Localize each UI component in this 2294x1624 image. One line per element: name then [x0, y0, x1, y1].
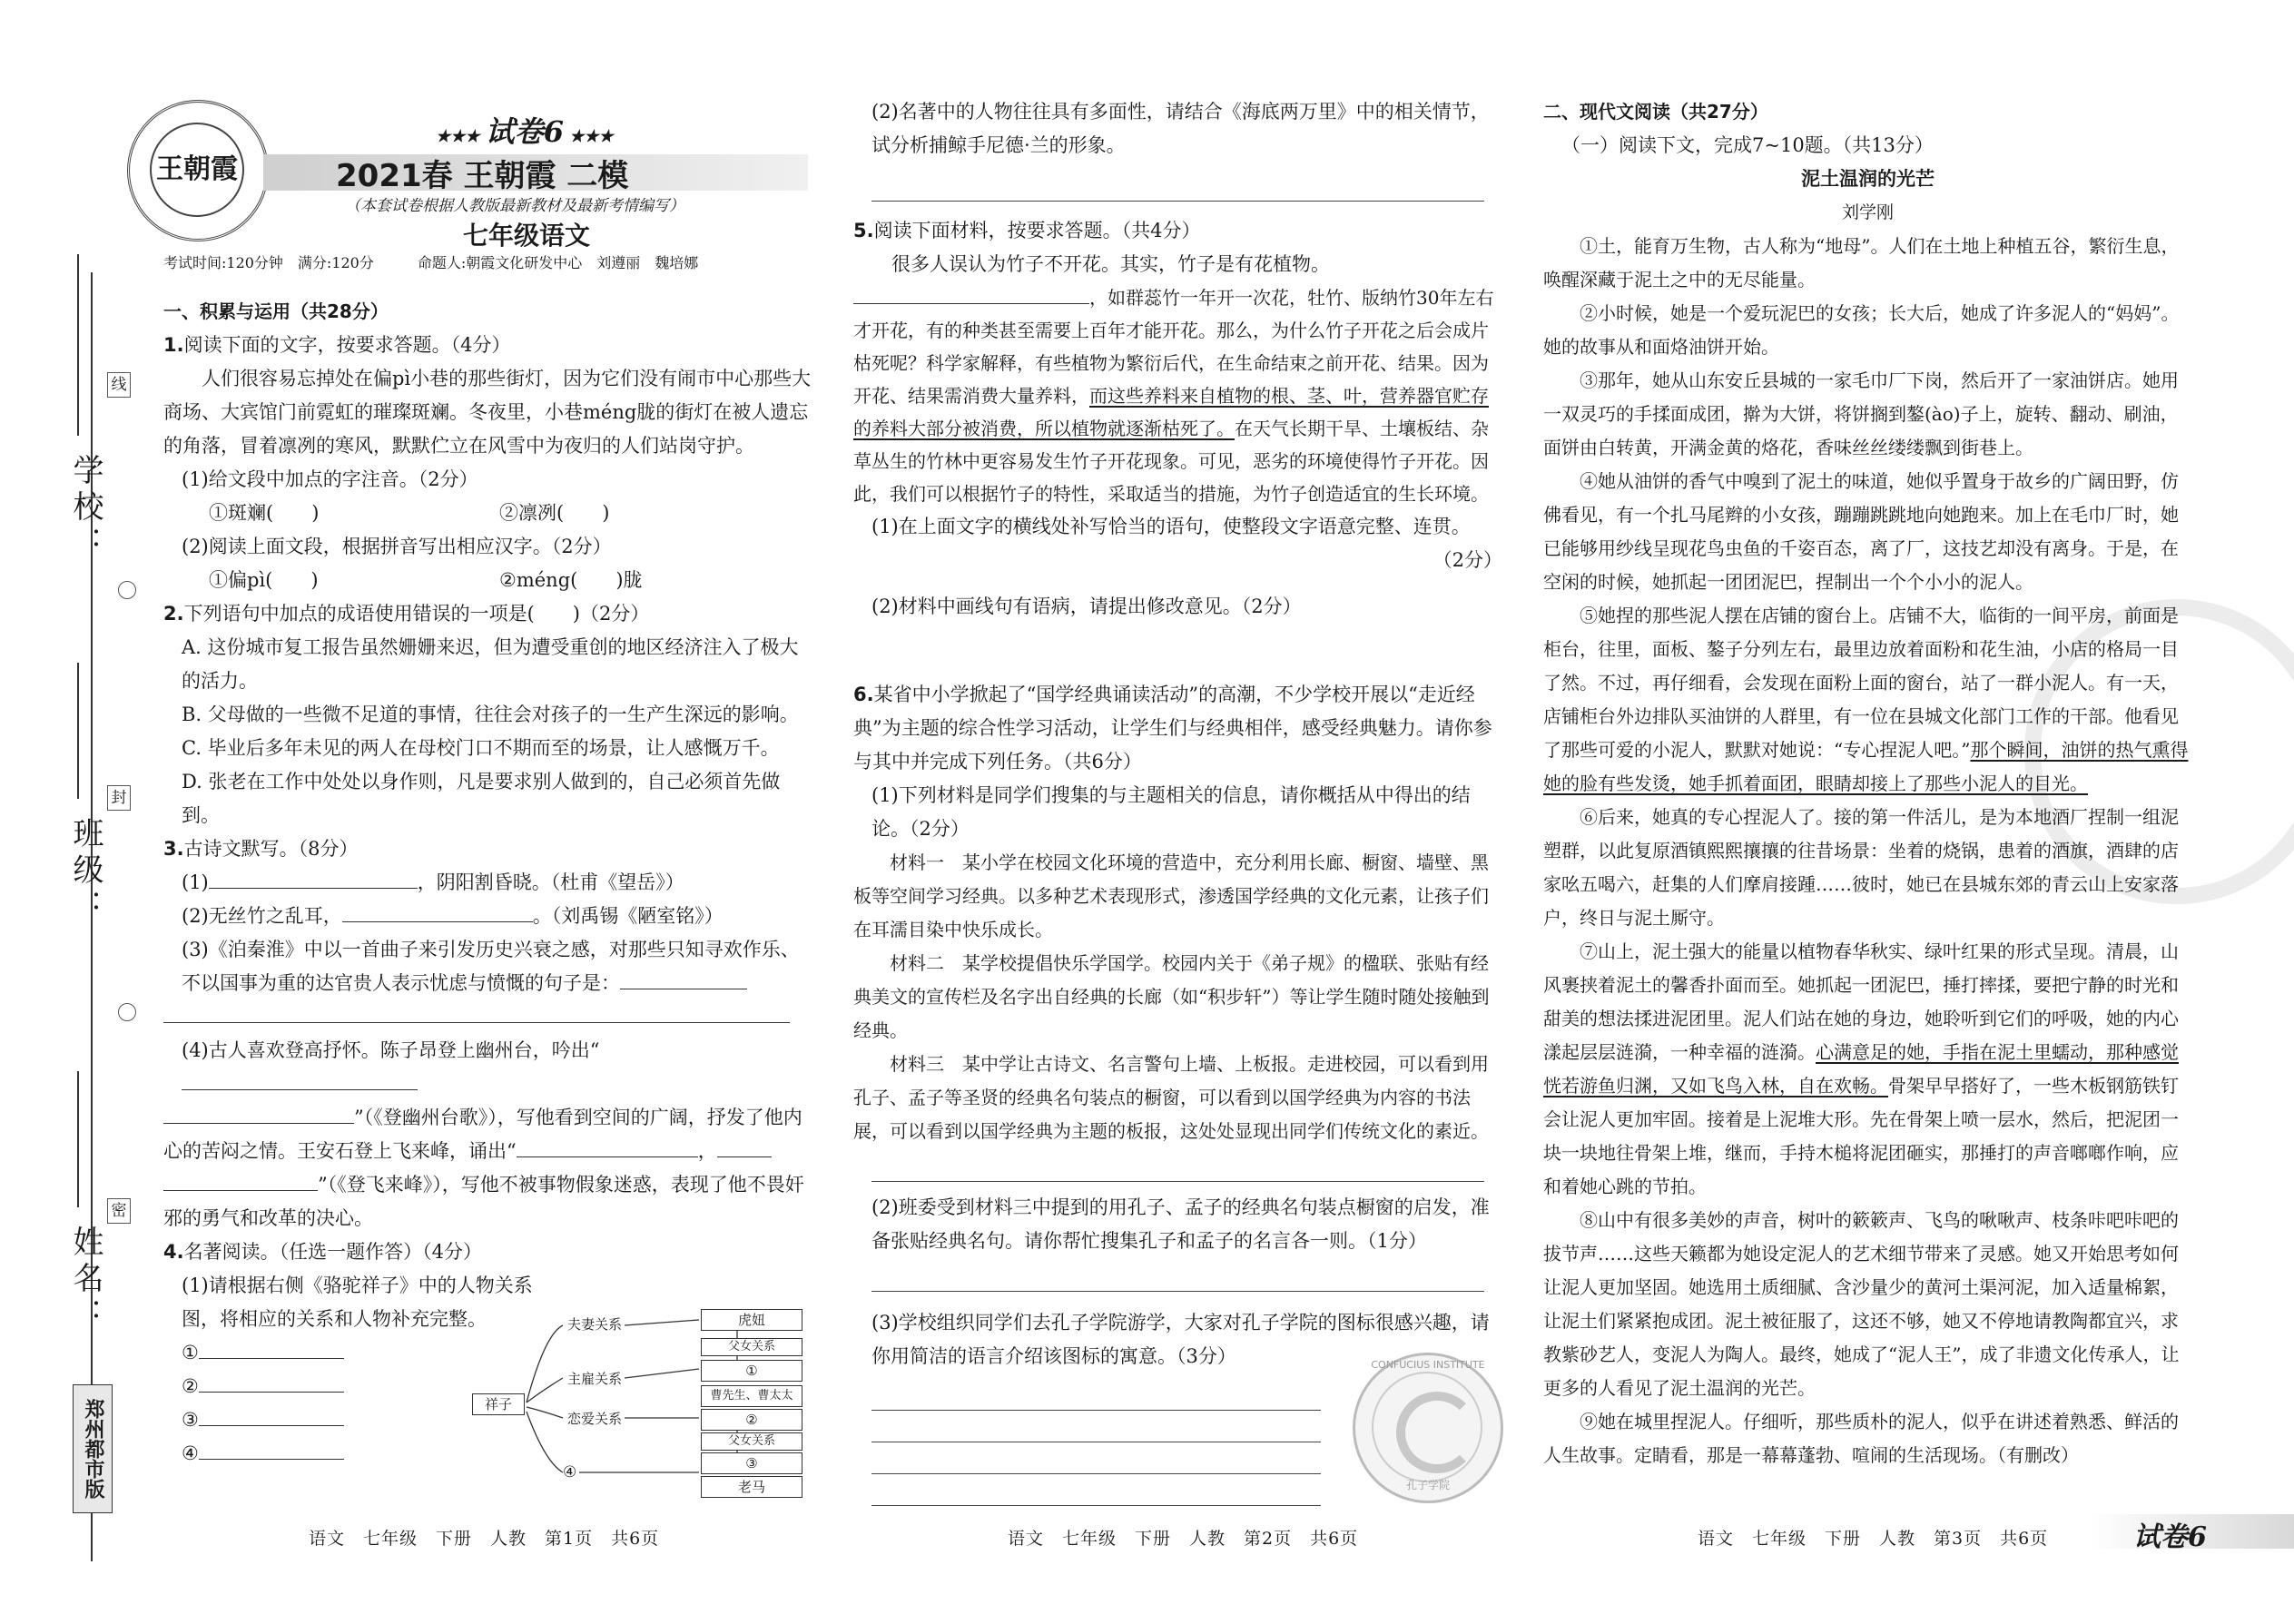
diagram-three[interactable]: ③	[701, 1452, 802, 1474]
section2-heading: 二、现代文阅读（共27分）	[1543, 101, 1768, 123]
page3-column	[1543, 95, 2192, 1472]
q2-option-b[interactable]: B. 父母做的一些微不足道的事情，往往会对孩子的一生产生深远的影响。	[182, 704, 799, 725]
q4-item-3: ③	[182, 1409, 199, 1431]
q3-4-blank4[interactable]	[717, 1135, 772, 1157]
diagram-rel3: 恋爱关系	[567, 1411, 623, 1427]
q2-title: 下列语句中加点的成语使用错误的一项是( )（2分）	[183, 603, 650, 625]
seal-mi: 密	[107, 1198, 131, 1224]
q5-p2: ，如群蕊竹一年开一次花，牡竹、版纳竹30年左右才开花，有的种类甚至需要上百年才能开花。那么，为什么竹子开花之后会成片枯死呢？科学家解释，有些植物为繁衍后代，在生命结束之前开花、结果。因为开花、结果需消费大量养料，	[853, 287, 1494, 407]
diagram-lao: 老马	[701, 1476, 802, 1498]
q3-1-text: ，阴阳割昏晓。（杜甫《望岳》）	[417, 871, 684, 893]
exam-title: 2021春 王朝霞 二模	[336, 158, 629, 194]
essay-p9: ⑨她在城里捏泥人。仔细听，那些质朴的泥人，似乎在讲述着熟悉、鲜活的人生故事。定睛看，那是一幕幕蓬勃、喧闹的生活现场。（有删改）	[1543, 1411, 2179, 1466]
essay-p7-underlined: 心满意足的她，手指在泥土里蠕动，那种感觉恍若游鱼归渊，又如飞鸟入林，自在欢畅。	[1543, 1041, 2179, 1097]
q4-item-4-blank[interactable]	[199, 1437, 344, 1460]
diagram-fu2: 父女关系	[701, 1432, 802, 1451]
q3-4-blank2[interactable]	[163, 1101, 354, 1124]
q4-1-text: (1)请根据右侧《骆驼祥子》中的人物关系图，将相应的关系和人物补充完整。	[182, 1275, 533, 1330]
q6-material-3: 材料三 某中学让古诗文、名言警句上墙、上板报。走进校园，可以看到用孔子、孟子等圣贤的经典名句装点的橱窗，可以看到以国学经典为内容的书法展，可以看到以国学经典为主题的板报，这处处显现出同学们传统文化的素近。	[853, 1053, 1489, 1142]
q6-2-answer-line[interactable]	[871, 1260, 1484, 1292]
q2-number: 2.	[163, 603, 184, 625]
confucius-institute-logo	[1353, 1353, 1503, 1503]
punch-hole-icon	[118, 1003, 136, 1021]
q3-2b-text: 。（刘禹锡《陋室铭》）	[532, 905, 724, 927]
brand-logo	[127, 100, 269, 241]
seal-feng: 封	[107, 785, 131, 811]
q4-item-1-blank[interactable]	[199, 1336, 344, 1359]
page1-footer: 语文 七年级 下册 人教 第1页 共6页	[309, 1529, 660, 1549]
logo-cn-text: 孔子学院	[1405, 1479, 1450, 1491]
essay-p2: ②小时候，她是一个爱玩泥巴的女孩；长大后，她成了许多泥人的“妈妈”。她的故事从和面烙油饼开始。	[1543, 302, 2180, 358]
page2-column	[853, 95, 1502, 1506]
q3-4-blank5[interactable]	[163, 1168, 318, 1191]
logo-swirl-icon	[1396, 1392, 1478, 1473]
q6-3-answer-line-1[interactable]	[871, 1379, 1321, 1411]
q1-sub1-a[interactable]: ①斑斓( )	[209, 502, 320, 524]
q5-2-text: (2)材料中画线句有语病，请提出修改意见。（2分）	[871, 595, 1302, 617]
name-label: 姓名：	[67, 1225, 103, 1334]
q3-4-blank1[interactable]	[182, 1068, 418, 1090]
q1-passage: 人们很容易忘掉处在偏pì小巷的那些街灯，因为它们没有闹市中心那些大商场、大宾馆门前霓虹的璀璨斑斓。冬夜里，小巷méng胧的街灯在被人遗忘的角落，冒着凛冽的寒风，默默伫立在风雪中为夜归的人们站岗守护。	[163, 368, 812, 457]
q6-material-1: 材料一 某小学在校园文化环境的营造中，充分利用长廊、橱窗、墙壁、黑板等空间学习经典。以多种艺术表现形式，渗透国学经典的文化元素，让孩子们在耳濡目染中快乐成长。	[853, 851, 1489, 940]
q3-title: 古诗文默写。（8分）	[183, 838, 359, 860]
diagram-four: ④	[563, 1463, 577, 1481]
exam-subtitle: （本套试卷根据人教版最新教材及最新考情编写）	[345, 197, 684, 215]
diagram-two[interactable]: ②	[701, 1409, 802, 1431]
school-blank[interactable]	[77, 254, 79, 436]
diagram-fu1: 父女关系	[701, 1338, 802, 1356]
q4-2-answer-line[interactable]	[871, 170, 1484, 202]
q1-sub1-b[interactable]: ②凛冽( )	[499, 502, 610, 524]
subject-title: 七年级语文	[463, 221, 591, 251]
q6-3-answer-line-4[interactable]	[871, 1474, 1321, 1506]
q1-sub1: (1)给文段中加点的字注音。（2分）	[182, 468, 478, 490]
q3-4a-text: (4)古人喜欢登高抒怀。陈子昂登上幽州台，吟出“	[182, 1039, 600, 1061]
class-blank[interactable]	[77, 663, 79, 799]
q2-option-a[interactable]: A. 这份城市复工报告虽然姗姗来迟，但为遭受重创的地区经济注入了极大的活力。	[182, 636, 799, 692]
q6-material-2: 材料二 某学校提倡快乐学国学。校园内关于《弟子规》的楹联、张贴有经典美文的宣传栏及名字出自经典的长廊（如“积步轩”）等让学生随时随处接触到经典。	[853, 952, 1490, 1041]
q6-3-text: (3)学校组织同学们去孔子学院游学，大家对孔子学院的图标很感兴趣，请你用简洁的语言介绍该图标的寓意。（3分）	[871, 1312, 1490, 1367]
q5-1-score: （2分）	[1433, 549, 1502, 571]
name-blank[interactable]	[77, 1071, 79, 1207]
q6-3-answer-line-3[interactable]	[871, 1442, 1321, 1474]
diagram-rel2: 主雇关系	[567, 1371, 623, 1387]
essay-p3: ③那年，她从山东安丘县城的一家毛巾厂下岗，然后开了一家油饼店。她用一双灵巧的手揉面成团，擀为大饼，将饼搁到鏊(ào)子上，旋转、翻动、刷油，面饼由白转黄，开满金黄的烙花，香味丝丝缕缕飘到街巷上。	[1543, 369, 2179, 458]
q5-p1: 很多人误认为竹子不开花。其实，竹子是有花植物。	[891, 253, 1330, 275]
diagram-cao: 曹先生、曹太太	[701, 1385, 802, 1407]
brand-logo-text: 王朝霞	[150, 123, 244, 217]
q3-3-blank2[interactable]	[163, 1000, 790, 1023]
seal-xian: 线	[107, 372, 131, 398]
q2-option-c[interactable]: C. 毕业后多年未见的两人在母校门口不期而至的场景，让人感慨万千。	[182, 737, 780, 759]
q1-sub2: (2)阅读上面文段，根据拼音写出相应汉字。（2分）	[182, 536, 612, 557]
edition-badge: 郑州都市版	[73, 1384, 113, 1513]
q4-2-text: (2)名著中的人物往往具有多面性，请结合《海底两万里》中的相关情节，试分析捕鲸手尼德·兰的形象。	[871, 101, 1490, 156]
school-label: 学校：	[67, 454, 103, 563]
part1-heading: （一）阅读下文，完成7~10题。（共13分）	[1561, 134, 1934, 156]
essay-p8: ⑧山中有很多美妙的声音，树叶的簌簌声、飞鸟的啾啾声、枝条咔吧咔吧的拔节声……这些天籁都为她设定泥人的艺术细节带来了灵感。她又开始思考如何让泥人更加坚固。她选用土质细腻、含沙量少的黄河土渠河泥，加入适量棉絮，让泥土们紧紧抱成团。泥土被征服了，这还不够，她又不停地请教陶都宜兴，求教紫砂艺人，变泥人为陶人。最终，她成了“泥人王”，成了非遗文化传承人，让更多的人看见了泥土温润的光芒。	[1543, 1209, 2180, 1399]
q4-item-2-blank[interactable]	[199, 1370, 344, 1393]
q5-1-text: (1)在上面文字的横线处补写恰当的语句，使整段文字语意完整、连贯。	[871, 516, 1471, 537]
diagram-one[interactable]: ①	[701, 1360, 802, 1382]
diagram-center: 祥子	[472, 1393, 525, 1415]
q6-3-answer-line-2[interactable]	[871, 1411, 1321, 1442]
diagram-rel1: 夫妻关系	[567, 1316, 623, 1333]
q6-2-text: (2)班委受到材料三中提到的用孔子、孟子的经典名句装点橱窗的启发，准备张贴经典名句。请你帮忙搜集孔子和孟子的名言各一则。（1分）	[871, 1196, 1490, 1252]
q4-item-1: ①	[182, 1342, 199, 1363]
relationship-diagram	[463, 1307, 808, 1498]
q6-1-answer-line[interactable]	[871, 1150, 1484, 1182]
q6-number: 6.	[853, 684, 874, 705]
q1-sub2-a[interactable]: ①偏pì( )	[209, 569, 319, 591]
q3-4b-text: ”（《登幽州台歌》），写他看到空间的广阔，抒发了他内心的苦闷之情。王安石登上飞来峰，诵出“	[163, 1107, 802, 1162]
essay-p5-underlined: 那个瞬间，油饼的热气熏得她的脸有些发烫，她手抓着面团，眼睛却接上了那些小泥人的目光。	[1543, 739, 2189, 794]
q4-item-2: ②	[182, 1375, 199, 1397]
q4-item-3-blank[interactable]	[199, 1403, 344, 1426]
logo-text: CONFUCIUS INSTITUTE	[1371, 1359, 1485, 1371]
q4-title: 名著阅读。（任选一题作答）（4分）	[183, 1241, 482, 1263]
essay-p4: ④她从油饼的香气中嗅到了泥土的味道，她似乎置身于故乡的广阔田野，仿佛看见，有一个扎马尾辫的小女孩，蹦蹦跳跳地向她跑来。加上在毛巾厂时，她已能够用纱线呈现花鸟虫鱼的千姿百态，离了厂，这技艺却没有离身。于是，在空闲的时候，她抓起一团团泥巴，捏制出一个个小小的泥人。	[1543, 470, 2179, 593]
section1-heading: 一、积累与运用（共28分）	[163, 300, 389, 322]
q3-2-blank[interactable]	[342, 900, 533, 922]
page1-column: 一、积累与运用（共28分） 1.阅读下面的文字，按要求答题。（4分） 人们很容易忘掉处在偏pì小巷的那些街灯，因为它们没有闹市中心那些大商场、大宾馆门前霓虹的璀璨斑斓。冬夜里，小巷méng胧的街灯在被人遗忘的角落，冒着凛冽的寒风，默默伫立在风雪中为夜归的人们站岗守护。 (1)给文段中加点的字注音。（2分） ①斑斓( ) ②凛冽( ) (2)阅读上面文段，根据拼音写出相应汉字。（2分） ①偏pì( ) ②méng( )胧 2.下列语句中加点的成语使用错误的一项是( )（2分） A. 这份城市复工报告虽然姗姗来迟，但为遭受重创的地区经济注入了极大的活力。 B. 父母做的一些微不足道的事情，往往会对孩子的一生产生深远的影响。 C. 毕业后多年未见的两人在母校门口不期而至的场景，让人感慨万千。 D. 张老在工作中处处以身作则，凡是要求别人做到的，自己必须首先做到。 3.古诗文默写。（8分） (1) ，阴阳割昏晓。（杜甫《望岳》） (2)无丝竹之乱耳， 。（刘禹锡《陋室铭》） (3)《泊秦淮》中以一首曲子来引发历史兴衰之感，对那些只知寻欢作乐、不以国事为重的达官贵人表示忧虑与愤慨的句子是： (4)古人喜欢登高抒怀。陈子昂登上幽州台，吟出“ ”（《登幽州台歌》），写他看到空间的广阔，抒发了他内心的苦闷之情。王安石登上飞来峰，诵出“ ， ”（《登飞来峰》），写他不被事物假象迷惑，表现了他不畏奸邪的勇气和改革的决心。 4.名著阅读。（任选一题作答）（4分） (1)请根据右侧《骆驼祥子》中的人物关系图，将相应的关系和人物补充完整。 ① ② ③ ④	[163, 295, 817, 1471]
essay-p7-rest: 骨架早早搭好了，一些木板钢筋铁钉会让泥人更加牢固。接着是上泥堆大形。先在骨架上喷一层水，然后，把泥团一块一块地往骨架上堆，继而，手持木槌将泥团砸实，那捶打的声音啷啷作响，应和着她心跳的节拍。	[1543, 1075, 2179, 1197]
q4-item-4: ④	[182, 1442, 199, 1464]
essay-title: 泥土温润的光芒	[1801, 168, 1935, 190]
q5-p3: 在天气长期干旱、土壤板结、杂草丛生的竹林中更容易发生竹子开花现象。可见，恶劣的环境使得竹子开花。因此，我们可以根据竹子的特性，采取适当的措施，为竹子创造适宜的生长环境。	[853, 418, 1489, 505]
q2-option-d[interactable]: D. 张老在工作中处处以身作则，凡是要求别人做到的，自己必须首先做到。	[182, 771, 781, 826]
corner-label: 试卷6	[2133, 1521, 2207, 1553]
exam-label: ★★★ 试卷6 ★★★	[436, 114, 614, 149]
q3-3-text: (3)《泊秦淮》中以一首曲子来引发历史兴衰之感，对那些只知寻欢作乐、不以国事为重的达官贵人表示忧虑与愤慨的句子是：	[182, 939, 800, 994]
q5-number: 5.	[853, 220, 874, 241]
q3-4c-text: ”（《登飞来峰》），写他不被事物假象迷惑，表现了他不畏奸邪的勇气和改革的决心。	[163, 1174, 804, 1229]
q3-number: 3.	[163, 838, 184, 860]
class-label: 班级：	[67, 817, 103, 926]
exam-info: 考试时间:120分钟 满分:120分 命题人:朝霞文化研发中心 刘遵丽 魏培娜	[163, 254, 699, 271]
essay-p1: ①土，能育万生物，古人称为“地母”。人们在土地上种植五谷，繁衍生息，唤醒深藏于泥土之中的无尽能量。	[1543, 235, 2180, 290]
q5-blank[interactable]	[853, 281, 1089, 304]
q3-1-blank[interactable]	[209, 866, 418, 889]
q3-4-blank3[interactable]	[517, 1135, 698, 1157]
diagram-hu: 虎妞	[701, 1309, 802, 1331]
q6-title: 某省中小学掀起了“国学经典诵读活动”的高潮，不少学校开展以“走近经典”为主题的综合性学习活动，让学生们与经典相伴，感受经典魅力。请你参与其中并完成下列任务。（共6分）	[853, 684, 1492, 773]
q1-number: 1.	[163, 334, 184, 356]
punch-hole-icon	[118, 581, 136, 599]
q5-p2-underlined: 而这些养料来自植物的根、茎、叶，营养器官贮存的养料大部分被消费，所以植物就逐渐枯死了。	[853, 385, 1489, 439]
page3-footer: 语文 七年级 下册 人教 第3页 共6页	[1698, 1529, 2049, 1549]
essay-p7: ⑦山上，泥土强大的能量以植物春华秋实、绿叶红果的形式呈现。清晨，山风裹挟着泥土的馨香扑面而至。她抓起一团泥巴，捶打摔揉，要把宁静的时光和甜美的想法揉进泥团里。泥人们站在她的身边，她聆听到它们的呼吸，她的内心漾起层层涟漪，一种幸福的涟漪。	[1543, 940, 2179, 1063]
q3-2-text: (2)无丝竹之乱耳，	[182, 905, 342, 927]
q4-number: 4.	[163, 1241, 184, 1263]
essay-p5: ⑤她捏的那些泥人摆在店铺的窗台上。店铺不大，临街的一间平房，前面是柜台，往里，面板、鏊子分列左右，最里边放着面粉和花生油，小店的格局一目了然。不过，再仔细看，会发现在面粉上面的窗台，站了一群小泥人。有一天，店铺柜台外边排队买油饼的人群里，有一位在县城文化部门工作的干部。他看见了那些可爱的小泥人，默默对她说：“专心捏泥人吧。”	[1543, 605, 2179, 761]
q6-1-text: (1)下列材料是同学们搜集的与主题相关的信息，请你概括从中得出的结论。（2分）	[871, 784, 1471, 840]
essay-p6: ⑥后来，她真的专心捏泥人了。接的第一件活儿，是为本地酒厂捏制一组泥塑群，以此复原酒镇熙熙攘攘的往昔场景：坐着的烧锅，患着的酒旗，酒肆的店家吆五喝六，赶集的人们摩肩接踵……彼时，她已在县城东郊的青云山上安家落户，终日与泥土厮守。	[1543, 806, 2179, 929]
q3-3-blank[interactable]	[620, 967, 747, 989]
essay-author: 刘学刚	[1841, 202, 1894, 222]
q1-title: 阅读下面的文字，按要求答题。（4分）	[183, 334, 511, 356]
q5-title: 阅读下面材料，按要求答题。（共4分）	[873, 220, 1201, 241]
q1-sub2-b[interactable]: ②méng( )胧	[499, 569, 643, 591]
page2-footer: 语文 七年级 下册 人教 第2页 共6页	[1008, 1529, 1359, 1549]
exam-label-text: 试卷6	[485, 114, 564, 149]
